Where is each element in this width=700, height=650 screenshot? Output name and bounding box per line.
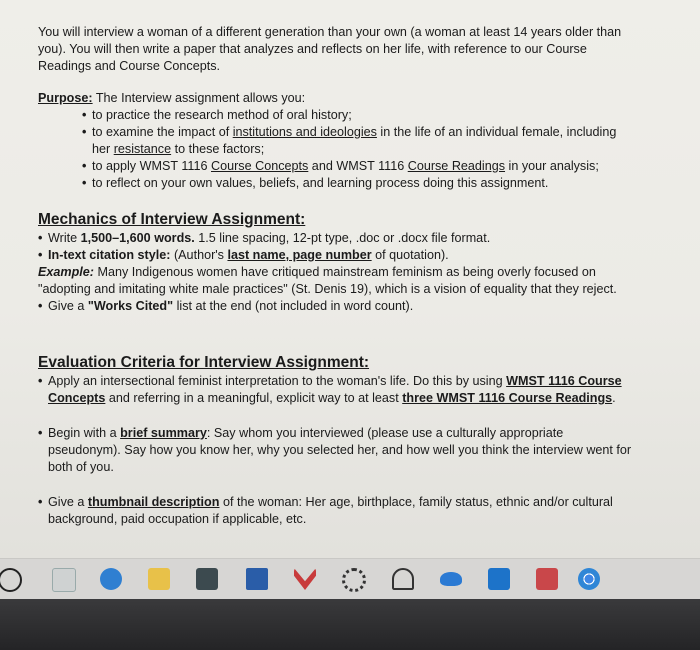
list-item: • to reflect on your own values, beliefs, and learning process doing this assignment. bbox=[82, 175, 638, 192]
chrome-icon[interactable] bbox=[578, 568, 600, 590]
evaluation-heading: Evaluation Criteria for Interview Assignment: bbox=[38, 354, 370, 371]
store-icon[interactable] bbox=[196, 568, 218, 590]
purpose-text: The Interview assignment allows you: bbox=[92, 91, 306, 105]
taskbar bbox=[0, 558, 700, 599]
mechanics-section bbox=[38, 210, 638, 315]
cloud-icon[interactable] bbox=[440, 572, 462, 586]
list-item: • to examine the impact of institutions and ideologies in the life of an individual female, including her resistance to these factors; bbox=[82, 124, 638, 158]
mail-icon[interactable] bbox=[246, 568, 268, 590]
list-item: • In-text citation style: (Author's last name, page number of quotation). bbox=[38, 247, 638, 264]
intro-text: You will interview a woman of a different generation than your own (a woman at least 14 years older than you). You will then write a paper that analyzes and reflects on her life, with reference to our Course Readings and Course Concepts. bbox=[38, 25, 622, 73]
mechanics-heading: Mechanics of Interview Assignment: bbox=[38, 211, 306, 228]
list-item: • Apply an intersectional feminist interpretation to the woman's life. Do this by using WMST 1116 Course Concepts and referring in a meaningful, explicit way to at least three WMST 1116 Course Readings. bbox=[38, 373, 638, 407]
file-explorer-icon[interactable] bbox=[148, 568, 170, 590]
edge-browser-icon[interactable] bbox=[100, 568, 122, 590]
list-item: • Begin with a brief summary: Say whom you interviewed (please use a culturally appropriate pseudonym). Say how you know her, why you selected her, and how well you think the interview went for both of you. bbox=[38, 425, 638, 476]
list-item: • Give a "Works Cited" list at the end (not included in word count). bbox=[38, 298, 638, 315]
list-item: • Give a thumbnail description of the woman: Her age, birthplace, family status, ethnic and/or cultural background, paid occupation if applicable, etc. bbox=[38, 494, 638, 528]
purpose-label: Purpose: bbox=[38, 91, 93, 105]
start-circle-icon[interactable] bbox=[0, 568, 22, 592]
list-item: • Write 1,500–1,600 words. 1.5 line spacing, 12-pt type, .doc or .docx file format. bbox=[38, 230, 638, 247]
settings-icon[interactable] bbox=[342, 568, 366, 592]
example-paragraph: Example: Many Indigenous women have critiqued mainstream feminism as being overly focused on "adopting and imitating white male practices" (St. Denis 19), which is a vision of equality that they reject. bbox=[38, 265, 617, 296]
intro-paragraph bbox=[38, 24, 638, 75]
list-item: • to apply WMST 1116 Course Concepts and WMST 1116 Course Readings in your analysis; bbox=[82, 158, 638, 175]
onenote-icon[interactable] bbox=[536, 568, 558, 590]
people-icon[interactable] bbox=[392, 568, 414, 590]
purpose-section bbox=[38, 90, 638, 192]
evaluation-section bbox=[38, 353, 638, 528]
photos-icon[interactable] bbox=[488, 568, 510, 590]
purpose-list bbox=[38, 107, 638, 192]
monitor-bezel bbox=[0, 599, 700, 650]
task-view-icon[interactable] bbox=[52, 568, 76, 592]
app-icon[interactable] bbox=[294, 568, 316, 590]
list-item: • to practice the research method of oral history; bbox=[82, 107, 638, 124]
